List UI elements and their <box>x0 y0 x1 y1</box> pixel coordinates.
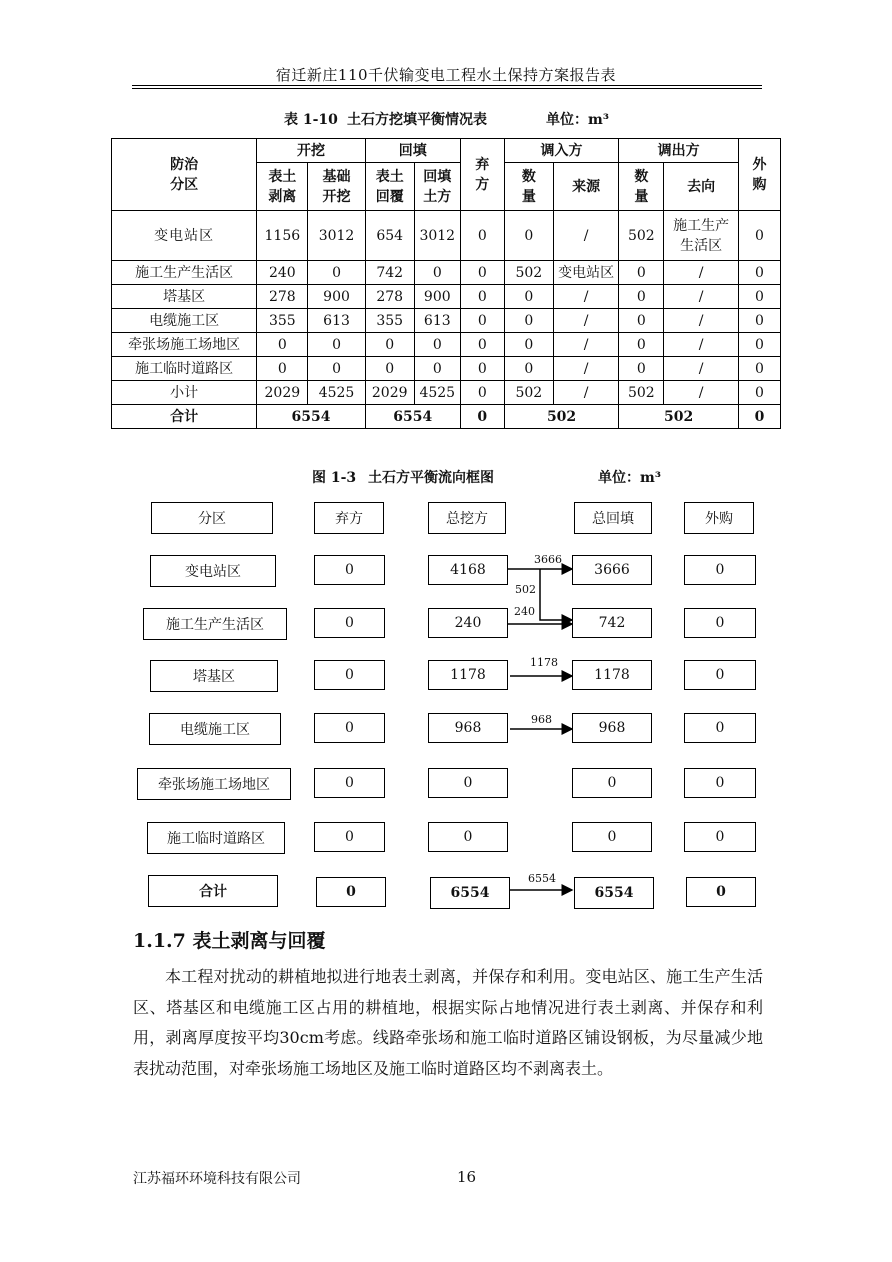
header-fill: 回填 <box>365 139 460 163</box>
flow-fill-box: 742 <box>572 608 652 638</box>
zone-cell: 塔基区 <box>112 285 257 309</box>
header-fill-topsoil: 表土 回覆 <box>365 163 414 211</box>
value-cell: 502 <box>619 381 664 405</box>
flow-label-transfer: 502 <box>515 583 536 596</box>
flow-label-total: 6554 <box>528 872 556 885</box>
value-cell: 4525 <box>414 381 460 405</box>
value-cell: 2029 <box>257 381 308 405</box>
value-cell: 502 <box>619 211 664 261</box>
flow-zone-box: 牵张场施工场地区 <box>137 768 291 800</box>
flow-zone-box: 变电站区 <box>150 555 276 587</box>
flow-buy-box: 0 <box>684 768 756 798</box>
value-cell: 0 <box>619 357 664 381</box>
value-cell: 0 <box>414 333 460 357</box>
flow-zone-box: 施工临时道路区 <box>147 822 285 854</box>
flow-buy-box: 0 <box>684 555 756 585</box>
value-cell: / <box>664 381 739 405</box>
value-cell: 502 <box>504 381 553 405</box>
total-out: 502 <box>619 405 739 429</box>
flow-header-fill: 总回填 <box>574 502 652 534</box>
total-fill: 6554 <box>365 405 460 429</box>
value-cell: 278 <box>257 285 308 309</box>
value-cell: 0 <box>460 333 504 357</box>
flow-label-construction-living: 240 <box>514 605 535 618</box>
value-cell: 278 <box>365 285 414 309</box>
value-cell: 0 <box>308 261 365 285</box>
header-zone: 防治 分区 <box>112 139 257 211</box>
arrow-transfer <box>540 569 572 620</box>
flow-zone-box: 电缆施工区 <box>149 713 281 745</box>
table-caption-label: 表 1-10 <box>284 112 338 128</box>
value-cell: 0 <box>739 285 781 309</box>
total-buy: 0 <box>739 405 781 429</box>
value-cell: 0 <box>257 357 308 381</box>
value-cell: 1156 <box>257 211 308 261</box>
value-cell: 0 <box>619 333 664 357</box>
flow-total-waste: 0 <box>316 877 386 907</box>
value-cell: 355 <box>365 309 414 333</box>
value-cell: 0 <box>739 261 781 285</box>
flow-waste-box: 0 <box>314 555 385 585</box>
zone-cell: 电缆施工区 <box>112 309 257 333</box>
zone-cell: 小计 <box>112 381 257 405</box>
flow-fill-box: 0 <box>572 768 652 798</box>
value-cell: 0 <box>739 333 781 357</box>
zone-cell: 变电站区 <box>112 211 257 261</box>
flow-label-cable: 968 <box>531 713 552 726</box>
flow-header-buy: 外购 <box>684 502 754 534</box>
flow-total-fill: 6554 <box>574 877 654 909</box>
value-cell: / <box>553 357 618 381</box>
value-cell: 240 <box>257 261 308 285</box>
flow-zone-box: 塔基区 <box>150 660 278 692</box>
flow-dig-box: 0 <box>428 768 508 798</box>
value-cell: 0 <box>460 261 504 285</box>
value-cell: 0 <box>460 309 504 333</box>
value-cell: 0 <box>365 333 414 357</box>
flow-fill-box: 0 <box>572 822 652 852</box>
value-cell: 0 <box>414 261 460 285</box>
value-cell: 0 <box>257 333 308 357</box>
figure-caption-title: 土石方平衡流向框图 <box>368 470 494 486</box>
value-cell: / <box>664 261 739 285</box>
flow-waste-box: 0 <box>314 660 385 690</box>
flow-fill-box: 3666 <box>572 555 652 585</box>
flow-dig-box: 0 <box>428 822 508 852</box>
value-cell: 613 <box>308 309 365 333</box>
zone-cell: 施工生产生活区 <box>112 261 257 285</box>
value-cell: / <box>664 309 739 333</box>
flow-waste-box: 0 <box>314 608 385 638</box>
flow-buy-box: 0 <box>684 713 756 743</box>
value-cell: 900 <box>414 285 460 309</box>
value-cell: 0 <box>308 333 365 357</box>
value-cell: 0 <box>739 211 781 261</box>
value-cell: 0 <box>619 285 664 309</box>
footer-company: 江苏福环环境科技有限公司 <box>133 1171 301 1187</box>
header-in-source: 来源 <box>553 163 618 211</box>
value-cell: 0 <box>460 211 504 261</box>
value-cell: 0 <box>504 333 553 357</box>
header-in: 调入方 <box>504 139 619 163</box>
flow-dig-box: 1178 <box>428 660 508 690</box>
page-header-title: 宿迁新庄110千伏输变电工程水土保持方案报告表 <box>275 66 617 84</box>
header-dig: 开挖 <box>257 139 365 163</box>
value-cell: / <box>553 309 618 333</box>
flow-dig-box: 968 <box>428 713 508 743</box>
value-cell: 变电站区 <box>553 261 618 285</box>
value-cell: 0 <box>460 285 504 309</box>
flow-buy-box: 0 <box>684 608 756 638</box>
header-waste: 弃 方 <box>460 139 504 211</box>
flow-header-waste: 弃方 <box>314 502 384 534</box>
value-cell: / <box>664 357 739 381</box>
zone-cell: 牵张场施工场地区 <box>112 333 257 357</box>
section-paragraph: 本工程对扰动的耕植地拟进行地表土剥离，并保存和利用。变电站区、施工生产生活区、塔基区和电缆施工区占用的耕植地，根据实际占地情况进行表土剥离、并保存和利用，剥离厚度按平均30cm考虑。线路牵张场和施工临时道路区铺设钢板，为尽量减少地表扰动范围，对牵张场施工场地区及施工临时道路区均不剥离表土。 <box>133 967 763 1078</box>
value-cell: / <box>664 285 739 309</box>
header-out: 调出方 <box>619 139 739 163</box>
value-cell: 900 <box>308 285 365 309</box>
value-cell: / <box>664 333 739 357</box>
flow-header-dig: 总挖方 <box>428 502 506 534</box>
total-in: 502 <box>504 405 619 429</box>
figure-caption-unit: 单位：m³ <box>598 470 661 486</box>
value-cell: / <box>553 381 618 405</box>
header-out-dest: 去向 <box>664 163 739 211</box>
value-cell: 613 <box>414 309 460 333</box>
flow-header-zone: 分区 <box>151 502 273 534</box>
value-cell: 355 <box>257 309 308 333</box>
value-cell: 654 <box>365 211 414 261</box>
value-cell: 4525 <box>308 381 365 405</box>
value-cell: 0 <box>619 261 664 285</box>
header-in-qty: 数 量 <box>504 163 553 211</box>
flow-total-zone: 合计 <box>148 875 278 907</box>
header-fill-earth: 回填 土方 <box>414 163 460 211</box>
header-dig-foundation: 基础 开挖 <box>308 163 365 211</box>
header-dig-topsoil: 表土 剥离 <box>257 163 308 211</box>
flow-total-buy: 0 <box>686 877 756 907</box>
value-cell: 0 <box>460 357 504 381</box>
flow-zone-box: 施工生产生活区 <box>143 608 287 640</box>
table-caption-unit: 单位：m³ <box>546 112 609 128</box>
flow-buy-box: 0 <box>684 822 756 852</box>
header-out-qty: 数 量 <box>619 163 664 211</box>
value-cell: 0 <box>365 357 414 381</box>
value-cell: 施工生产 生活区 <box>664 211 739 261</box>
value-cell: / <box>553 285 618 309</box>
total-label: 合计 <box>112 405 257 429</box>
section-title: 1.1.7 表土剥离与回覆 <box>133 930 326 952</box>
value-cell: 2029 <box>365 381 414 405</box>
flow-label-tower: 1178 <box>530 656 558 669</box>
value-cell: 0 <box>504 211 553 261</box>
value-cell: 0 <box>460 381 504 405</box>
flow-dig-box: 4168 <box>428 555 508 585</box>
flow-buy-box: 0 <box>684 660 756 690</box>
flow-waste-box: 0 <box>314 713 385 743</box>
value-cell: / <box>553 211 618 261</box>
flow-fill-box: 968 <box>572 713 652 743</box>
flow-waste-box: 0 <box>314 822 385 852</box>
zone-cell: 施工临时道路区 <box>112 357 257 381</box>
value-cell: 742 <box>365 261 414 285</box>
page-number: 16 <box>457 1168 477 1186</box>
value-cell: 0 <box>504 357 553 381</box>
value-cell: 3012 <box>414 211 460 261</box>
value-cell: 502 <box>504 261 553 285</box>
value-cell: 0 <box>504 309 553 333</box>
value-cell: 0 <box>504 285 553 309</box>
flow-total-dig: 6554 <box>430 877 510 909</box>
value-cell: / <box>553 333 618 357</box>
value-cell: 0 <box>308 357 365 381</box>
flow-dig-box: 240 <box>428 608 508 638</box>
flow-label-substation: 3666 <box>534 553 562 566</box>
table-caption-title: 土石方挖填平衡情况表 <box>347 112 487 128</box>
figure-caption-label: 图 1-3 <box>312 470 357 486</box>
flow-waste-box: 0 <box>314 768 385 798</box>
header-buy: 外 购 <box>739 139 781 211</box>
value-cell: 0 <box>619 309 664 333</box>
value-cell: 3012 <box>308 211 365 261</box>
value-cell: 0 <box>739 357 781 381</box>
total-dig: 6554 <box>257 405 365 429</box>
value-cell: 0 <box>739 309 781 333</box>
total-waste: 0 <box>460 405 504 429</box>
value-cell: 0 <box>739 381 781 405</box>
value-cell: 0 <box>414 357 460 381</box>
flow-fill-box: 1178 <box>572 660 652 690</box>
